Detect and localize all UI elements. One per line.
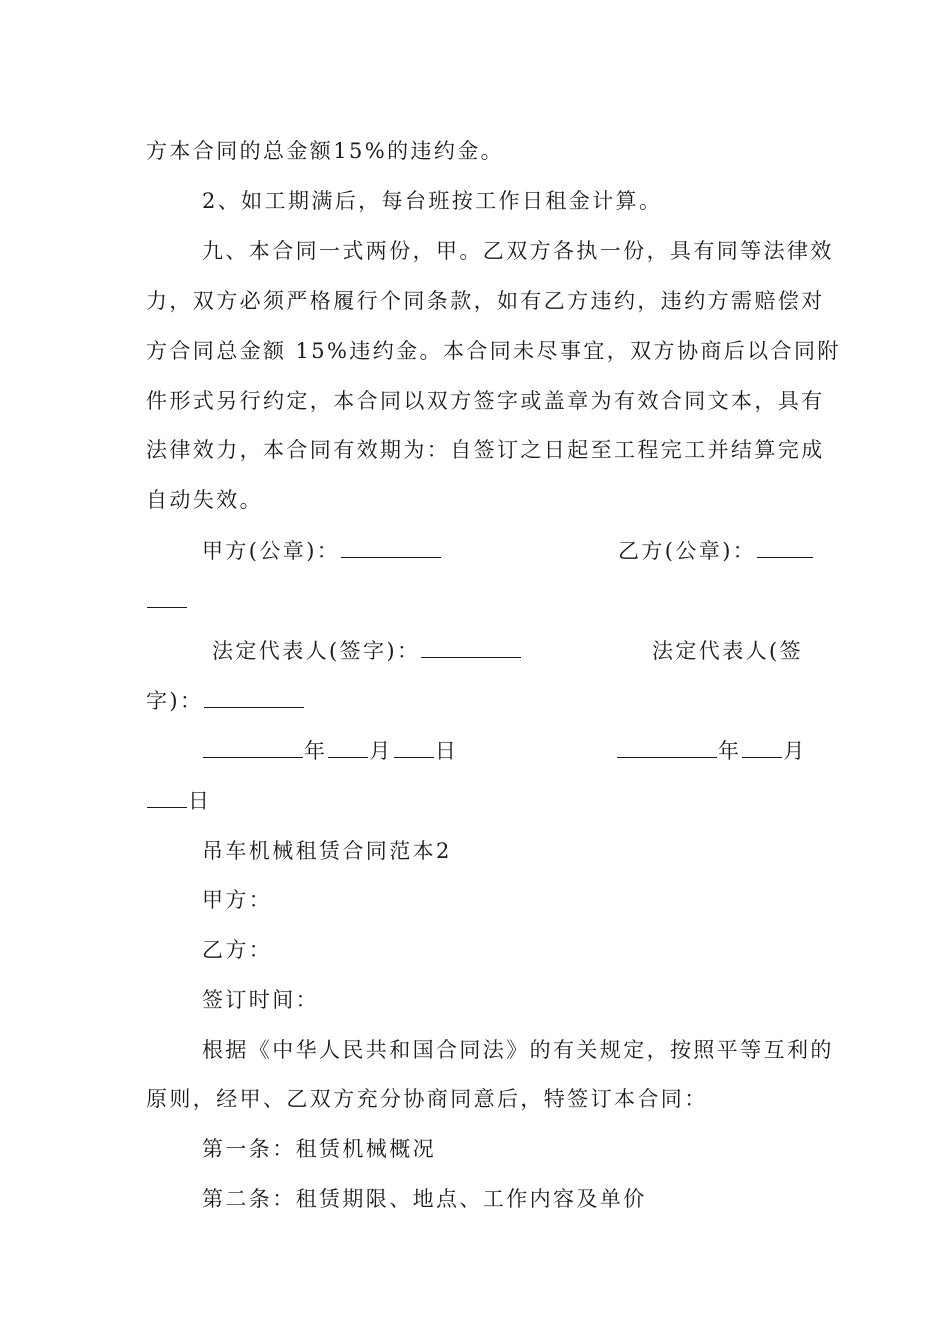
article-1: 第一条：租赁机械概况 — [202, 1137, 436, 1161]
date-a-line — [202, 737, 458, 765]
clause-9-line-4: 件形式另行约定，本合同以双方签字或盖章为有效合同文本，具有 — [146, 389, 825, 413]
party-a-seal-line — [202, 537, 442, 565]
date-b-day-blank — [147, 787, 187, 808]
clause-9-line-2: 力，双方必须严格履行个同条款，如有乙方违约，违约方需赔偿对 — [146, 289, 825, 313]
clause-9-line-3: 方合同总金额 15%违约金。本合同未尽事宜，双方协商后以合同附 — [146, 339, 841, 363]
legal-rep-b-continuation — [146, 687, 305, 715]
legal-rep-a-label: 法定代表人(签字)： — [212, 639, 421, 663]
date-b-year-blank — [617, 737, 717, 758]
date-b-month-blank — [742, 737, 782, 758]
section-2-title: 吊车机械租赁合同范本2 — [202, 839, 452, 863]
clause-9-line-6: 自动失效。 — [146, 488, 263, 512]
date-a-year: 年 — [304, 739, 328, 763]
section-2-intro-line-2: 原则，经甲、乙双方充分协商同意后，特签订本合同： — [146, 1087, 708, 1111]
date-b-day: 日 — [188, 789, 212, 813]
date-b-month: 月 — [783, 739, 807, 763]
party-a-seal-blank — [341, 537, 441, 558]
date-a-day: 日 — [434, 739, 459, 763]
party-b-seal-line — [618, 537, 814, 565]
date-b-continuation — [146, 787, 211, 815]
party-b-seal-blank-cont — [147, 587, 187, 608]
legal-rep-a-line — [212, 637, 522, 665]
party-a-seal-label: 甲方(公章)： — [202, 539, 341, 563]
date-b-line — [616, 737, 807, 765]
article-2: 第二条：租赁期限、地点、工作内容及单价 — [202, 1187, 647, 1211]
party-b-seal-label: 乙方(公章)： — [618, 539, 757, 563]
date-a-month: 月 — [369, 739, 393, 763]
date-a-day-blank — [394, 737, 434, 758]
date-b-year: 年 — [718, 739, 742, 763]
section-2-party-a: 甲方： — [202, 888, 273, 912]
party-b-seal-blank — [757, 537, 813, 558]
party-b-seal-continuation — [146, 587, 188, 615]
legal-rep-b-blank — [204, 687, 304, 708]
clause-9-line-1: 九、本合同一式两份，甲。乙双方各执一份，具有同等法律效 — [202, 239, 834, 263]
section-2-party-b: 乙方： — [202, 938, 273, 962]
paragraph-line: 方本合同的总金额15%的违约金。 — [146, 139, 505, 163]
clause-9-line-5: 法律效力，本合同有效期为：自签订之日起至工程完工并结算完成 — [146, 438, 825, 462]
clause-8-2: 2、如工期满后，每台班按工作日租金计算。 — [202, 189, 663, 213]
section-2-intro-line-1: 根据《中华人民共和国合同法》的有关规定，按照平等互利的 — [202, 1038, 834, 1062]
date-a-year-blank — [203, 737, 303, 758]
legal-rep-b-line: 法定代表人(签 — [652, 639, 803, 663]
section-2-sign-time: 签订时间： — [202, 988, 319, 1012]
legal-rep-b-label-cont: 字)： — [146, 689, 204, 713]
date-a-month-blank — [328, 737, 368, 758]
legal-rep-a-blank — [421, 637, 521, 658]
